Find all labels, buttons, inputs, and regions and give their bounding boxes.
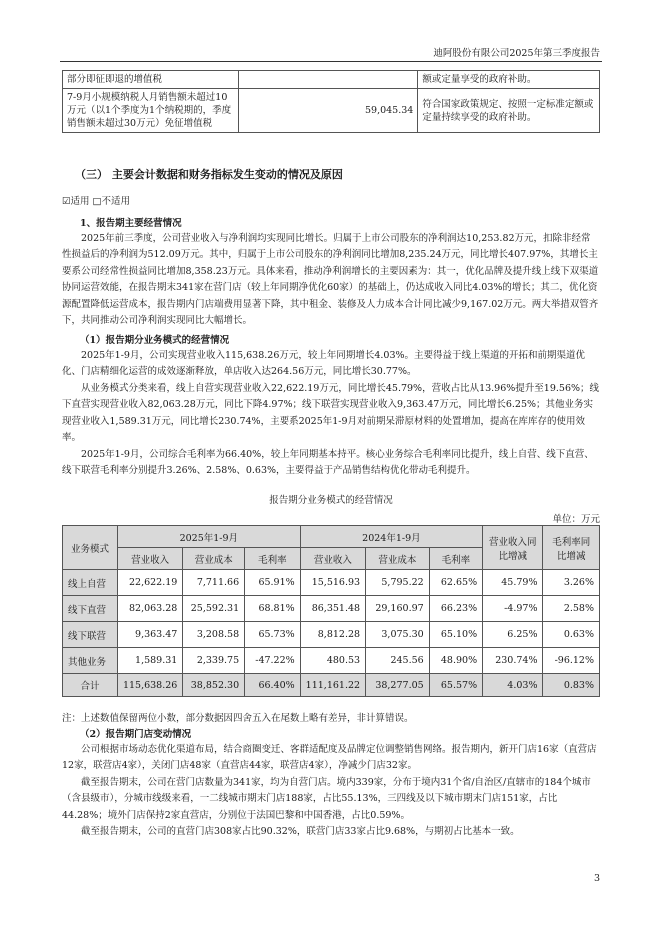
paragraph-store-changes: 公司根据市场动态优化渠道布局，结合商圈变迁、客群适配度及品牌定位调整销售网络。报告期内，新开门店16家（直营店12家，联营店4家），关闭门店48家（直营店44家，联营店4家），净减少门店32家。 xyxy=(62,744,597,772)
cell-rev-2024: 480.53 xyxy=(300,648,365,674)
header-revenue-yoy: 营业收入同比增减 xyxy=(483,526,543,570)
applicability-options: ☑适用 □不适用 xyxy=(62,196,131,207)
cell-rev-2025: 22,622.19 xyxy=(117,570,182,596)
paragraph-overview: 2025年前三季度，公司营业收入与净利润均实现同比增长。归属于上市公司股东的净利润达10,253.82万元，扣除非经常性损益后的净利润为512.09万元。其中，归属于上市公司股东的净利润同比增加8,235.24万元，同比增长407.97%，其增长主要系公司经常性损益同比增加8,358.23万元。具体来看，推动净利润增长的主要因素为：其一，优化品牌及提升线上线下双渠道协同运营效能，在报告期末341家在营门店（较上年同期净优化60家）的基础上，仍达成收入同比4.03%的增长；其二，优化资源配置降低运营成本，报告期内门店端费用显著下降，其中租金、装修及人力成本合计同比减少9,167.02万元。两大举措双管齐下，共同推动公司净利润实现同比大幅增长。 xyxy=(62,233,599,327)
row-mode: 合计 xyxy=(63,674,118,697)
paragraph-store-distribution: 截至报告期末，公司在营门店数量为341家，均为自营门店。境内339家，分布于境内31个省/自治区/直辖市的184个城市（含县级市），分城市线级来看，一二线城市期末门店188家，占比55.13%，三四线及以下城市期末门店151家，占比44.28%；境外门店保持2家直营店，分别位于法国巴黎和中国香港，占比0.59%。 xyxy=(62,777,591,821)
header-period-2025: 2025年1-9月 xyxy=(117,526,300,548)
cell-cost-2024: 5,795.22 xyxy=(366,570,430,596)
subsection-heading: 1、报告期主要经营情况 xyxy=(80,218,182,229)
cell-rev-2025: 115,638.26 xyxy=(117,674,182,697)
cell-cost-2024: 245.56 xyxy=(366,648,430,674)
paragraph-store-mix: 截至报告期末，公司的直营门店308家占比90.32%，联营门店33家占比9.68%，与期初占比基本一致。 xyxy=(81,826,520,837)
cell-gm-change: -96.12% xyxy=(543,648,600,674)
paragraph-gross-margin: 2025年1-9月，公司综合毛利率为66.40%，较上年同期基本持平。核心业务综合毛利率同比提升，线上自营、线下直营、线下联营毛利率分别提升3.26%、2.58%、0.63%，主要得益于产品销售结构优化带动毛利提升。 xyxy=(62,449,594,477)
cell-rev-2025: 82,063.28 xyxy=(117,596,182,622)
table-title: 报告期分业务模式的经营情况 xyxy=(269,495,393,506)
cell-cost-2024: 29,160.97 xyxy=(366,596,430,622)
header-cost: 营业成本 xyxy=(183,548,245,570)
cell-cost-2025: 25,592.31 xyxy=(183,596,245,622)
table-note: 注：上述数值保留两位小数，部分数据因四舍五入在尾数上略有差异，非计算错误。 xyxy=(62,713,414,724)
cell-rev-change: 45.79% xyxy=(483,570,543,596)
cell-gm-change: 0.63% xyxy=(543,622,600,648)
table-total-row xyxy=(63,674,600,697)
cell-gm-2025: 66.40% xyxy=(245,674,301,697)
subsidy-reason: 额或定量享受的政府补助。 xyxy=(418,71,600,89)
table-row xyxy=(63,89,600,133)
cell-gm-2024: 48.90% xyxy=(429,648,482,674)
cell-rev-2024: 86,351.48 xyxy=(300,596,365,622)
cell-rev-change: 230.74% xyxy=(483,648,543,674)
cell-gm-2024: 62.65% xyxy=(429,570,482,596)
cell-gm-2024: 66.23% xyxy=(429,596,482,622)
row-mode: 线上自营 xyxy=(63,570,118,596)
table-unit: 单位：万元 xyxy=(552,514,600,525)
subsection-heading: （1）报告期分业务模式的经营情况 xyxy=(80,335,230,346)
row-mode: 线下直营 xyxy=(63,596,118,622)
cell-gm-2024: 65.10% xyxy=(429,622,482,648)
cell-cost-2025: 2,339.75 xyxy=(183,648,245,674)
header-mode: 业务模式 xyxy=(63,526,118,570)
cell-gm-2025: 65.73% xyxy=(245,622,301,648)
cell-rev-2024: 15,516.93 xyxy=(300,570,365,596)
cell-gm-2024: 65.57% xyxy=(429,674,482,697)
header-gm-yoy: 毛利率同比增减 xyxy=(543,526,600,570)
subsidy-amount: 59,045.34 xyxy=(238,89,418,133)
table-row xyxy=(63,71,600,89)
cell-rev-change: 4.03% xyxy=(483,674,543,697)
cell-cost-2024: 3,075.30 xyxy=(366,622,430,648)
business-mode-table xyxy=(62,525,600,697)
cell-gm-2025: 65.91% xyxy=(245,570,301,596)
cell-cost-2025: 38,852.30 xyxy=(183,674,245,697)
header-cost: 营业成本 xyxy=(366,548,430,570)
subsidy-item: 7-9月小规模纳税人月销售额未超过10万元（以1个季度为1个纳税期的，季度销售额未超过30万元）免征增值税 xyxy=(63,89,239,133)
subsection-heading: （2）报告期门店变动情况 xyxy=(80,729,192,740)
header-revenue: 营业收入 xyxy=(300,548,365,570)
header-gm: 毛利率 xyxy=(429,548,482,570)
cell-gm-change: 3.26% xyxy=(543,570,600,596)
subsidy-reason: 符合国家政策规定、按照一定标准定额或定量持续享受的政府补助。 xyxy=(418,89,600,133)
cell-gm-change: 0.83% xyxy=(543,674,600,697)
cell-rev-2024: 8,812.28 xyxy=(300,622,365,648)
cell-rev-change: 6.25% xyxy=(483,622,543,648)
subsidy-table xyxy=(62,70,600,133)
subsidy-item: 部分即征即退的增值税 xyxy=(63,71,239,89)
section-title: （三） 主要会计数据和财务指标发生变动的情况及原因 xyxy=(75,168,343,181)
cell-rev-2024: 111,161.22 xyxy=(300,674,365,697)
table-row xyxy=(63,648,600,674)
row-mode: 线下联营 xyxy=(63,622,118,648)
cell-gm-change: 2.58% xyxy=(543,596,600,622)
paragraph-revenue: 2025年1-9月，公司实现营业收入115,638.26万元，较上年同期增长4.03%。主要得益于线上渠道的开拓和前期渠道优化、门店精细化运营的成效逐渐释放，单店收入达264.56万元，同比增长30.77%。 xyxy=(62,350,586,378)
cell-gm-2025: 68.81% xyxy=(245,596,301,622)
header-rule xyxy=(60,61,602,62)
cell-rev-2025: 9,363.47 xyxy=(117,622,182,648)
cell-rev-2025: 1,589.31 xyxy=(117,648,182,674)
paragraph-business-mode: 从业务模式分类来看，线上自营实现营业收入22,622.19万元，同比增长45.79%，营收占比从13.96%提升至19.56%；线下直营实现营业收入82,063.28万元，同比下降4.97%；线下联营实现营业收入9,363.47万元，同比增长6.25%；其他业务实现营业收入1,589.31万元，同比增长230.74%，主要系2025年1-9月对前期呆滞原材料的处置增加，提高在库库存的使用效率。 xyxy=(62,383,600,444)
cell-cost-2024: 38,277.05 xyxy=(366,674,430,697)
table-header-row xyxy=(63,526,600,548)
cell-rev-change: -4.97% xyxy=(483,596,543,622)
header-gm: 毛利率 xyxy=(245,548,301,570)
table-row xyxy=(63,570,600,596)
subsidy-amount xyxy=(238,71,418,89)
header-period-2024: 2024年1-9月 xyxy=(300,526,482,548)
page-number: 3 xyxy=(593,873,600,884)
page-header: 迪阿股份有限公司2025年第三季度报告 xyxy=(433,48,600,59)
row-mode: 其他业务 xyxy=(63,648,118,674)
table-row xyxy=(63,622,600,648)
table-row xyxy=(63,596,600,622)
cell-gm-2025: -47.22% xyxy=(245,648,301,674)
header-revenue: 营业收入 xyxy=(117,548,182,570)
cell-cost-2025: 3,208.58 xyxy=(183,622,245,648)
cell-cost-2025: 7,711.66 xyxy=(183,570,245,596)
